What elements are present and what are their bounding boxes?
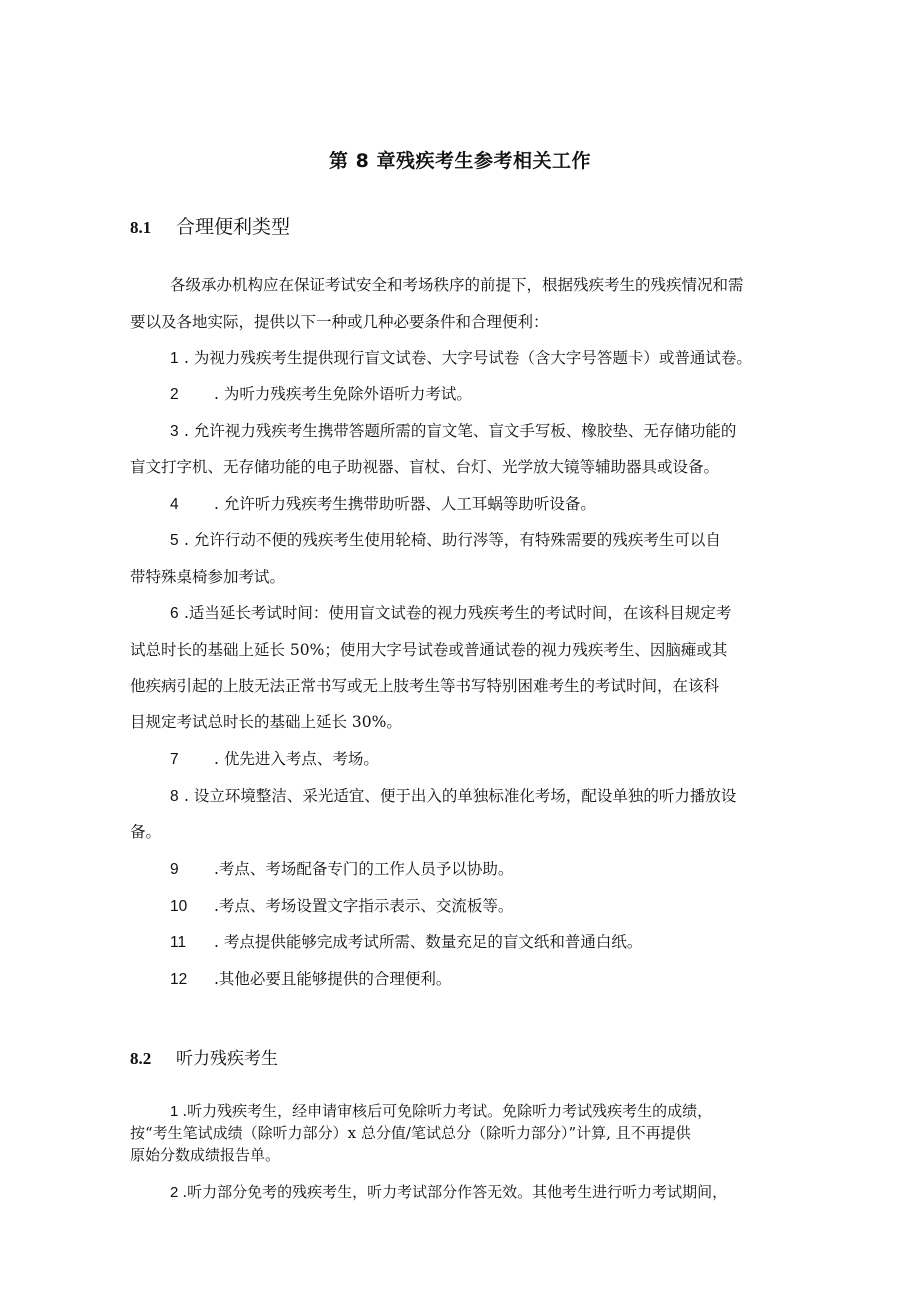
list-item-text: . 为听力残疾考生免除外语听力考试。: [214, 385, 472, 403]
section-number: 8.2: [130, 1049, 152, 1068]
list-item-text: .听力部分免考的残疾考生，听力考试部分作答无效。其他考生进行听力考试期间，: [182, 1183, 728, 1201]
list-item-number: 2: [170, 1184, 179, 1201]
list-item-text: . 考点提供能够完成考试所需、数量充足的盲文纸和普通白纸。: [214, 933, 643, 951]
list-item-number: 3: [170, 423, 179, 440]
list-item: [170, 749, 379, 770]
list-item-continuation: 按“考生笔试成绩（除听力部分）x 总分值/笔试总分（除听力部分）”计算, 且不再提供: [130, 1124, 691, 1142]
list-item-text: . 允许行动不便的残疾考生使用轮椅、助行涔等，有特殊需要的残疾考生可以自: [184, 531, 721, 549]
list-item-continuation: 备。: [130, 823, 162, 841]
list-item-number: 8: [170, 788, 179, 805]
list-item-continuation: 他疾病引起的上肢无法正常书写或无上肢考生等书写特别困难考生的考试时间，在该科: [130, 677, 720, 695]
list-item-number: 4: [170, 496, 179, 513]
list-item-number: 5: [170, 532, 179, 549]
list-item-text: . 允许听力残疾考生携带助听器、人工耳蜗等助听设备。: [214, 495, 596, 513]
list-item: [170, 969, 451, 990]
list-item-text: . 优先进入考点、考场。: [214, 750, 379, 768]
list-item-text: .考点、考场配备专门的工作人员予以协助。: [214, 860, 514, 878]
list-item-number: 1: [170, 350, 179, 367]
list-item-text: .其他必要且能够提供的合理便利。: [214, 970, 452, 988]
list-item-text: .考点、考场设置文字指示表示、交流板等。: [214, 897, 514, 915]
list-item-number: 7: [170, 751, 179, 768]
list-item-continuation: 原始分数成绩报告单。: [130, 1146, 281, 1164]
list-item: [170, 603, 731, 624]
intro-line: 要以及各地实际，提供以下一种或几种必要条件和合理便利：: [130, 313, 549, 331]
list-item-text: . 为视力残疾考生提供现行盲文试卷、大字号试卷（含大字号答题卡）或普通试卷。: [184, 349, 752, 367]
list-item-number: 6: [170, 605, 179, 622]
section-number: 8.1: [130, 218, 152, 237]
list-item-number: 1: [170, 1103, 179, 1120]
list-item: [170, 932, 642, 953]
list-item-continuation: 盲文打字机、无存储功能的电子助视器、盲杖、台灯、光学放大镜等辅助器具或设备。: [130, 458, 720, 476]
list-item: [170, 859, 513, 880]
list-item-continuation: 试总时长的基础上延长 50%；使用大字号试卷或普通试卷的视力残疾考生、因脑瘫或其: [130, 641, 728, 659]
list-item: [170, 494, 596, 515]
list-item-text: .听力残疾考生，经申请审核后可免除听力考试。免除听力考试残疾考生的成绩，: [182, 1102, 713, 1120]
section-title: 合理便利类型: [176, 216, 291, 238]
list-item-text: . 设立环境整洁、采光适宜、便于出入的单独标准化考场，配设单独的听力播放设: [184, 787, 737, 805]
list-item-text: .适当延长考试时间：使用盲文试卷的视力残疾考生的考试时间，在该科目规定考: [184, 604, 732, 622]
list-item: [170, 530, 721, 551]
intro-line: 各级承办机构应在保证考试安全和考场秩序的前提下，根据残疾考生的残疾情况和需: [170, 276, 744, 294]
list-item: [170, 1181, 727, 1204]
section-title: 听力残疾考生: [176, 1049, 278, 1069]
section-heading-8-2: [130, 1044, 278, 1069]
list-item-continuation: 带特殊桌椅参加考试。: [130, 568, 286, 586]
list-item-continuation: 目规定考试总时长的基础上延长 30%。: [130, 713, 402, 731]
list-item: [170, 786, 736, 807]
list-item: [170, 348, 752, 369]
chapter-title: 第 8 章残疾考生参考相关工作: [329, 150, 591, 172]
list-item-number: 11: [170, 934, 187, 951]
list-item: [170, 896, 513, 917]
list-item-number: 10: [170, 898, 188, 915]
section-heading-8-1: [130, 212, 290, 239]
list-item: [170, 421, 736, 442]
list-item: [170, 1100, 712, 1123]
list-item-number: 12: [170, 971, 188, 988]
list-item-number: 9: [170, 861, 179, 878]
list-item: [170, 384, 472, 405]
list-item-number: 2: [170, 386, 179, 403]
list-item-text: . 允许视力残疾考生携带答题所需的盲文笔、盲文手写板、橡胶垫、无存储功能的: [184, 422, 737, 440]
